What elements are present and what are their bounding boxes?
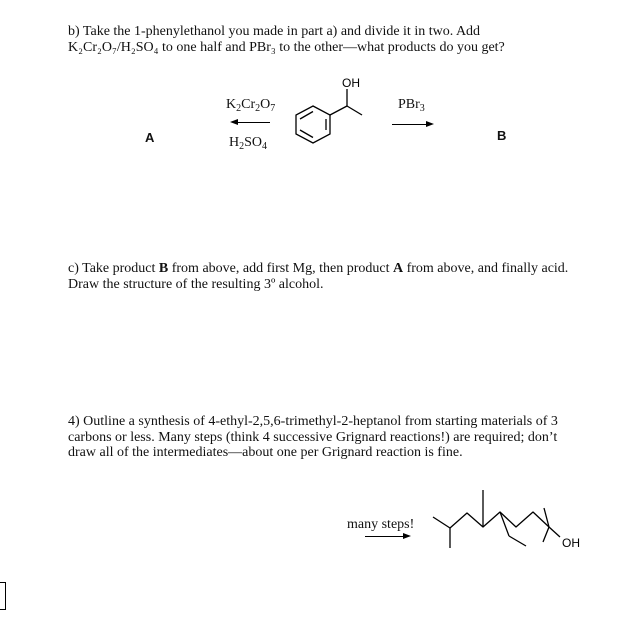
- question-4-line2: carbons or less. Many steps (think 4 successive Grignard reactions!) are required; don’t: [68, 429, 558, 445]
- product-b-label: B: [497, 128, 507, 143]
- question-4-line3: draw all of the intermediates—about one per Grignard reaction is fine.: [68, 445, 463, 460]
- oxidant-reagent: $K_2Cr_2O_7$: [226, 97, 276, 114]
- product-a-label: A: [145, 130, 155, 145]
- main-chain: [433, 512, 560, 537]
- question-b-line2: K₂Cr₂O₇/H₂SO₄ to one half and PBr₃ to the other—what products do you get?: [68, 39, 505, 55]
- acid-reagent: $H_2SO_4$: [229, 135, 268, 152]
- question-b-line1: b) Take the 1-phenylethanol you made in part a) and divide it in two. Add: [68, 24, 481, 39]
- many-steps-label: many steps!: [347, 517, 415, 532]
- question-c-line1: c) Take product B from above, add first Mg, then product A from above, and finally acid.: [68, 261, 569, 276]
- pbr3-reagent: PBr$_3$: [398, 97, 425, 114]
- ethyl-bond-2: [509, 536, 526, 546]
- c1-methyl: [543, 527, 549, 542]
- oh-label-2: OH: [562, 536, 580, 550]
- question-4-line1: 4) Outline a synthesis of 4-ethyl-2,5,6-trimethyl-2-heptanol from starting materials of 3: [68, 414, 558, 429]
- question-c-line2: Draw the structure of the resulting 3º alcohol.: [68, 276, 324, 292]
- oh-label-1: OH: [342, 76, 360, 90]
- page-edge-bracket: [0, 582, 6, 610]
